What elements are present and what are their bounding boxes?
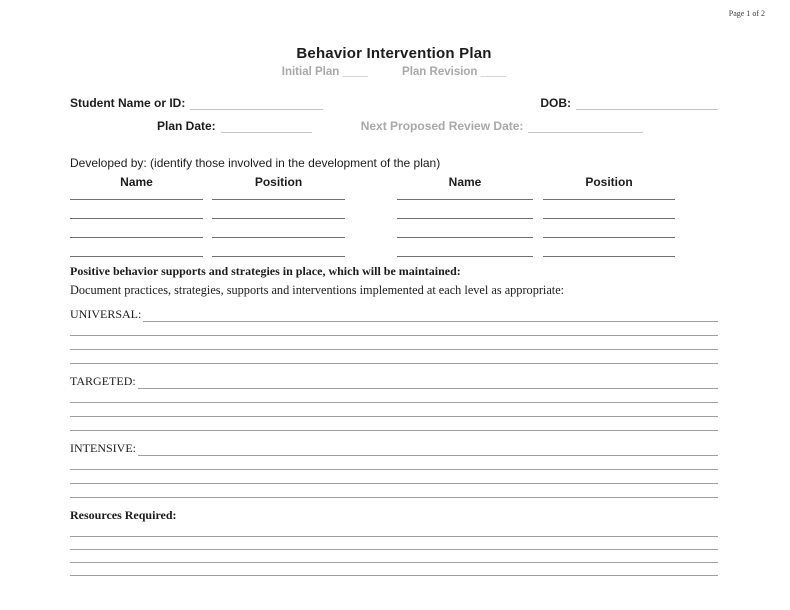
resources-input-line[interactable] [70, 536, 718, 537]
supports-heading: Positive behavior supports and strategies in place, which will be maintained: [70, 264, 461, 278]
name-input[interactable] [397, 238, 533, 257]
universal-input[interactable] [143, 308, 718, 322]
developed-by-header-row [70, 175, 675, 189]
targeted-input-line[interactable] [70, 430, 718, 431]
position-input[interactable] [543, 219, 675, 238]
universal-input-line[interactable] [70, 335, 718, 336]
resources-heading: Resources Required: [70, 508, 177, 522]
intensive-label: INTENSIVE: [70, 441, 136, 455]
position-input[interactable] [543, 189, 675, 200]
intensive-input-line[interactable] [70, 469, 718, 470]
position-input[interactable] [212, 189, 345, 200]
intensive-input-line[interactable] [70, 497, 718, 498]
developed-by-row [70, 238, 675, 257]
student-name-input[interactable] [190, 97, 323, 110]
page-number: Page 1 of 2 [728, 9, 765, 18]
name-input[interactable] [397, 189, 533, 200]
name-input[interactable] [70, 200, 203, 219]
universal-row [70, 307, 718, 322]
column-header-position-1: Position [254, 175, 303, 189]
column-header-name-1: Name [120, 175, 153, 189]
plan-revision-field[interactable]: Plan Revision ____ [402, 66, 507, 78]
name-input[interactable] [70, 219, 203, 238]
plan-date-label: Plan Date: [157, 119, 216, 133]
position-input[interactable] [543, 200, 675, 219]
student-name-label: Student Name or ID: [70, 96, 186, 110]
targeted-input[interactable] [138, 375, 718, 389]
position-input[interactable] [212, 200, 345, 219]
position-input[interactable] [212, 238, 345, 257]
position-input[interactable] [212, 219, 345, 238]
plan-type-row [70, 66, 718, 78]
developed-by-row [70, 189, 675, 200]
next-review-label: Next Proposed Review Date: [360, 119, 524, 133]
column-header-name-2: Name [448, 175, 482, 189]
universal-label: UNIVERSAL: [70, 307, 142, 321]
student-dob-row [70, 96, 718, 110]
resources-input-line[interactable] [70, 549, 718, 550]
name-input[interactable] [70, 238, 203, 257]
name-input[interactable] [397, 219, 533, 238]
document-title: Behavior Intervention Plan [296, 45, 492, 62]
universal-input-line[interactable] [70, 349, 718, 350]
targeted-row [70, 374, 718, 389]
supports-instruction: Document practices, strategies, supports and interventions implemented at each level as appropriate: [70, 283, 565, 297]
plan-date-row [157, 119, 718, 133]
dob-input[interactable] [576, 97, 718, 110]
intensive-row [70, 441, 718, 456]
intensive-input-line[interactable] [70, 483, 718, 484]
name-input[interactable] [397, 200, 533, 219]
resources-input-line[interactable] [70, 575, 718, 576]
developed-by-row [70, 219, 675, 238]
resources-input-line[interactable] [70, 562, 718, 563]
column-header-position-2: Position [585, 175, 633, 189]
targeted-input-line[interactable] [70, 402, 718, 403]
position-input[interactable] [543, 238, 675, 257]
developed-by-instruction: Developed by: (identify those involved in the development of the plan) [70, 156, 441, 170]
initial-plan-field[interactable]: Initial Plan ____ [281, 66, 369, 78]
name-input[interactable] [70, 189, 203, 200]
developed-by-row [70, 200, 675, 219]
dob-label: DOB: [540, 96, 571, 110]
targeted-label: TARGETED: [70, 374, 136, 388]
next-review-input[interactable] [528, 120, 643, 133]
universal-input-line[interactable] [70, 363, 718, 364]
plan-date-input[interactable] [221, 120, 312, 133]
intensive-input[interactable] [138, 442, 718, 456]
targeted-input-line[interactable] [70, 416, 718, 417]
